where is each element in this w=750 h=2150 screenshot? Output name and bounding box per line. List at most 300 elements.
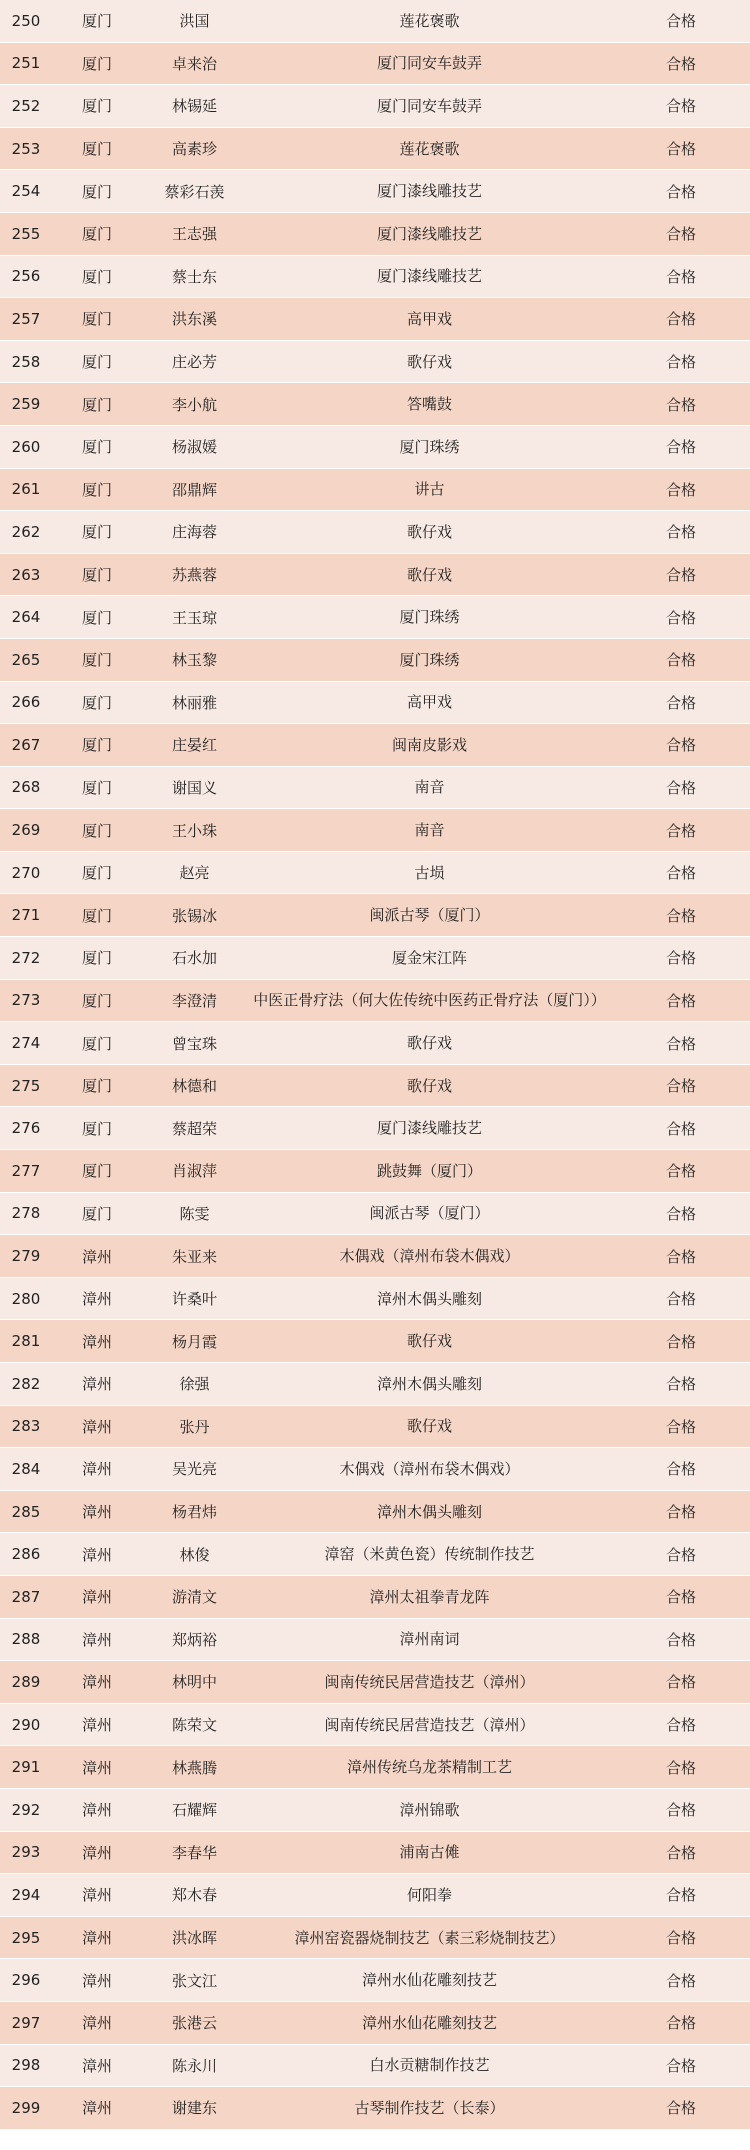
name-cell: 李春华 bbox=[171, 1843, 217, 1862]
row-number: 283 bbox=[11, 1417, 41, 1436]
row-number: 294 bbox=[11, 1885, 41, 1904]
name-cell: 王玉琼 bbox=[171, 608, 217, 627]
table-row bbox=[0, 1363, 750, 1406]
project-cell: 漳州木偶头雕刻 bbox=[376, 1374, 482, 1393]
name-cell: 谢建东 bbox=[171, 2099, 217, 2118]
city-cell: 厦门 bbox=[81, 1119, 112, 1138]
project-cell: 厦门同安车鼓弄 bbox=[376, 96, 482, 115]
table-row bbox=[0, 1917, 750, 1960]
table-row bbox=[0, 0, 750, 43]
project-cell: 高甲戏 bbox=[406, 693, 452, 712]
project-cell: 白水贡糖制作技艺 bbox=[369, 2056, 490, 2075]
result-cell: 合格 bbox=[665, 1077, 696, 1096]
row-number: 299 bbox=[11, 2098, 41, 2117]
result-cell: 合格 bbox=[665, 310, 696, 329]
city-cell: 厦门 bbox=[81, 1204, 112, 1223]
name-cell: 徐强 bbox=[179, 1375, 210, 1394]
result-cell: 合格 bbox=[665, 438, 696, 457]
table-row bbox=[0, 980, 750, 1023]
name-cell: 肖淑萍 bbox=[171, 1162, 217, 1181]
result-cell: 合格 bbox=[665, 1204, 696, 1223]
city-cell: 厦门 bbox=[81, 1162, 112, 1181]
result-cell: 合格 bbox=[665, 1886, 696, 1905]
row-number: 265 bbox=[11, 650, 41, 669]
project-cell: 南音 bbox=[414, 778, 445, 797]
table-row bbox=[0, 1789, 750, 1832]
name-cell: 庄必芳 bbox=[171, 353, 217, 372]
table-row bbox=[0, 85, 750, 128]
row-number: 255 bbox=[11, 224, 41, 243]
name-cell: 洪国 bbox=[179, 12, 210, 31]
row-number: 280 bbox=[11, 1289, 41, 1308]
city-cell: 漳州 bbox=[81, 1503, 112, 1522]
project-cell: 厦门珠绣 bbox=[399, 608, 460, 627]
table-row bbox=[0, 1874, 750, 1917]
city-cell: 厦门 bbox=[81, 310, 112, 329]
city-cell: 漳州 bbox=[81, 1375, 112, 1394]
row-number: 288 bbox=[11, 1630, 41, 1649]
row-number: 273 bbox=[11, 991, 41, 1010]
city-cell: 厦门 bbox=[81, 523, 112, 542]
project-cell: 木偶戏（漳州布袋木偶戏） bbox=[339, 1247, 520, 1266]
city-cell: 厦门 bbox=[81, 778, 112, 797]
project-cell: 漳州水仙花雕刻技艺 bbox=[361, 2013, 497, 2032]
result-cell: 合格 bbox=[665, 736, 696, 755]
table-row bbox=[0, 511, 750, 554]
name-cell: 曾宝珠 bbox=[171, 1034, 217, 1053]
row-number: 262 bbox=[11, 522, 41, 541]
city-cell: 漳州 bbox=[81, 1417, 112, 1436]
project-cell: 漳州太祖拳青龙阵 bbox=[369, 1587, 490, 1606]
name-cell: 吴光亮 bbox=[171, 1460, 217, 1479]
city-cell: 漳州 bbox=[81, 1886, 112, 1905]
city-cell: 厦门 bbox=[81, 821, 112, 840]
table-row bbox=[0, 894, 750, 937]
table-row bbox=[0, 2002, 750, 2045]
city-cell: 漳州 bbox=[81, 1332, 112, 1351]
name-cell: 林俊 bbox=[179, 1545, 210, 1564]
project-cell: 莲花褒歌 bbox=[399, 139, 460, 158]
city-cell: 厦门 bbox=[81, 949, 112, 968]
project-cell: 厦门珠绣 bbox=[399, 650, 460, 669]
city-cell: 厦门 bbox=[81, 1077, 112, 1096]
project-cell: 厦门漆线雕技艺 bbox=[376, 224, 482, 243]
name-cell: 游清文 bbox=[171, 1588, 217, 1607]
result-cell: 合格 bbox=[665, 140, 696, 159]
result-cell: 合格 bbox=[665, 651, 696, 670]
project-cell: 答嘴鼓 bbox=[406, 395, 452, 414]
row-number: 256 bbox=[11, 267, 41, 286]
project-cell: 漳州木偶头雕刻 bbox=[376, 1502, 482, 1521]
project-cell: 厦金宋江阵 bbox=[391, 948, 467, 967]
table-row bbox=[0, 256, 750, 299]
name-cell: 洪东溪 bbox=[171, 310, 217, 329]
project-cell: 厦门漆线雕技艺 bbox=[376, 1119, 482, 1138]
row-number: 290 bbox=[11, 1715, 41, 1734]
result-cell: 合格 bbox=[665, 1503, 696, 1522]
result-cell: 合格 bbox=[665, 353, 696, 372]
city-cell: 漳州 bbox=[81, 1673, 112, 1692]
row-number: 264 bbox=[11, 608, 41, 627]
project-cell: 闽南传统民居营造技艺（漳州） bbox=[324, 1715, 535, 1734]
result-cell: 合格 bbox=[665, 1417, 696, 1436]
row-number: 261 bbox=[11, 480, 41, 499]
result-cell: 合格 bbox=[665, 480, 696, 499]
row-number: 278 bbox=[11, 1204, 41, 1223]
table-row bbox=[0, 1661, 750, 1704]
row-number: 268 bbox=[11, 778, 41, 797]
name-cell: 林德和 bbox=[171, 1077, 217, 1096]
result-cell: 合格 bbox=[665, 1545, 696, 1564]
table-row bbox=[0, 128, 750, 171]
table-row bbox=[0, 767, 750, 810]
result-cell: 合格 bbox=[665, 267, 696, 286]
project-cell: 漳窑（米黄色瓷）传统制作技艺 bbox=[324, 1545, 535, 1564]
row-number: 259 bbox=[11, 395, 41, 414]
project-cell: 闽南皮影戏 bbox=[391, 735, 467, 754]
name-cell: 苏燕蓉 bbox=[171, 566, 217, 585]
result-cell: 合格 bbox=[665, 821, 696, 840]
row-number: 272 bbox=[11, 948, 41, 967]
name-cell: 许桑叶 bbox=[171, 1290, 217, 1309]
result-cell: 合格 bbox=[665, 693, 696, 712]
table-row bbox=[0, 1193, 750, 1236]
table-row bbox=[0, 1065, 750, 1108]
project-cell: 闽派古琴（厦门） bbox=[369, 906, 490, 925]
result-cell: 合格 bbox=[665, 2056, 696, 2075]
result-cell: 合格 bbox=[665, 523, 696, 542]
table-row bbox=[0, 2087, 750, 2130]
row-number: 271 bbox=[11, 906, 41, 925]
result-cell: 合格 bbox=[665, 1758, 696, 1777]
result-cell: 合格 bbox=[665, 1332, 696, 1351]
name-cell: 谢国义 bbox=[171, 778, 217, 797]
city-cell: 厦门 bbox=[81, 608, 112, 627]
result-cell: 合格 bbox=[665, 949, 696, 968]
project-cell: 漳州锦歌 bbox=[399, 1800, 460, 1819]
row-number: 275 bbox=[11, 1076, 41, 1095]
result-cell: 合格 bbox=[665, 1673, 696, 1692]
city-cell: 漳州 bbox=[81, 1843, 112, 1862]
table-row bbox=[0, 1278, 750, 1321]
city-cell: 漳州 bbox=[81, 2014, 112, 2033]
row-number: 269 bbox=[11, 821, 41, 840]
name-cell: 林锡延 bbox=[171, 97, 217, 116]
table-row bbox=[0, 1235, 750, 1278]
name-cell: 赵亮 bbox=[179, 864, 210, 883]
name-cell: 陈荣文 bbox=[171, 1716, 217, 1735]
city-cell: 厦门 bbox=[81, 736, 112, 755]
row-number: 251 bbox=[11, 54, 41, 73]
project-cell: 南音 bbox=[414, 821, 445, 840]
result-cell: 合格 bbox=[665, 1460, 696, 1479]
project-cell: 漳州水仙花雕刻技艺 bbox=[361, 1971, 497, 1990]
city-cell: 漳州 bbox=[81, 1758, 112, 1777]
name-cell: 林丽雅 bbox=[171, 693, 217, 712]
table-row bbox=[0, 596, 750, 639]
row-number: 296 bbox=[11, 1971, 41, 1990]
row-number: 267 bbox=[11, 735, 41, 754]
name-cell: 林玉黎 bbox=[171, 651, 217, 670]
row-number: 282 bbox=[11, 1374, 41, 1393]
name-cell: 李澄清 bbox=[171, 991, 217, 1010]
table-row bbox=[0, 1746, 750, 1789]
name-cell: 陈雯 bbox=[179, 1204, 210, 1223]
name-cell: 李小航 bbox=[171, 395, 217, 414]
city-cell: 漳州 bbox=[81, 1290, 112, 1309]
result-cell: 合格 bbox=[665, 2099, 696, 2118]
name-cell: 郑炳裕 bbox=[171, 1630, 217, 1649]
row-number: 295 bbox=[11, 1928, 41, 1947]
result-cell: 合格 bbox=[665, 1034, 696, 1053]
table-row bbox=[0, 298, 750, 341]
name-cell: 张港云 bbox=[171, 2014, 217, 2033]
project-cell: 厦门珠绣 bbox=[399, 437, 460, 456]
result-cell: 合格 bbox=[665, 1290, 696, 1309]
table-row bbox=[0, 43, 750, 86]
city-cell: 漳州 bbox=[81, 1630, 112, 1649]
result-cell: 合格 bbox=[665, 54, 696, 73]
project-cell: 中医正骨疗法（何大佐传统中医药正骨疗法（厦门）） bbox=[253, 991, 606, 1010]
city-cell: 厦门 bbox=[81, 12, 112, 31]
name-cell: 蔡彩石羡 bbox=[164, 182, 225, 201]
result-cell: 合格 bbox=[665, 182, 696, 201]
table-row bbox=[0, 682, 750, 725]
name-cell: 林明中 bbox=[171, 1673, 217, 1692]
name-cell: 林燕腾 bbox=[171, 1758, 217, 1777]
name-cell: 张文江 bbox=[171, 1971, 217, 1990]
row-number: 281 bbox=[11, 1332, 41, 1351]
city-cell: 漳州 bbox=[81, 1247, 112, 1266]
name-cell: 邵鼎辉 bbox=[171, 480, 217, 499]
city-cell: 厦门 bbox=[81, 395, 112, 414]
name-cell: 王小珠 bbox=[171, 821, 217, 840]
row-number: 279 bbox=[11, 1247, 41, 1266]
result-cell: 合格 bbox=[665, 608, 696, 627]
row-number: 293 bbox=[11, 1843, 41, 1862]
table-row bbox=[0, 554, 750, 597]
result-cell: 合格 bbox=[665, 2014, 696, 2033]
project-cell: 漳州木偶头雕刻 bbox=[376, 1289, 482, 1308]
project-cell: 厦门同安车鼓弄 bbox=[376, 54, 482, 73]
city-cell: 漳州 bbox=[81, 1929, 112, 1948]
name-cell: 高素珍 bbox=[171, 140, 217, 159]
name-cell: 庄晏红 bbox=[171, 736, 217, 755]
name-cell: 石耀辉 bbox=[171, 1801, 217, 1820]
row-number: 285 bbox=[11, 1502, 41, 1521]
city-cell: 漳州 bbox=[81, 1801, 112, 1820]
table-row bbox=[0, 852, 750, 895]
name-cell: 杨淑媛 bbox=[171, 438, 217, 457]
row-number: 254 bbox=[11, 182, 41, 201]
project-cell: 漳州窑瓷器烧制技艺（素三彩烧制技艺） bbox=[294, 1928, 565, 1947]
table-row bbox=[0, 1406, 750, 1449]
city-cell: 厦门 bbox=[81, 693, 112, 712]
result-cell: 合格 bbox=[665, 1588, 696, 1607]
project-cell: 古琴制作技艺（长泰） bbox=[354, 2098, 505, 2117]
name-cell: 陈永川 bbox=[171, 2056, 217, 2075]
name-cell: 蔡超荣 bbox=[171, 1119, 217, 1138]
row-number: 260 bbox=[11, 437, 41, 456]
table-row bbox=[0, 1832, 750, 1875]
table-row bbox=[0, 170, 750, 213]
row-number: 276 bbox=[11, 1119, 41, 1138]
row-number: 277 bbox=[11, 1161, 41, 1180]
project-cell: 厦门漆线雕技艺 bbox=[376, 267, 482, 286]
table-row bbox=[0, 724, 750, 767]
table-row bbox=[0, 1533, 750, 1576]
row-number: 266 bbox=[11, 693, 41, 712]
result-cell: 合格 bbox=[665, 1971, 696, 1990]
result-cell: 合格 bbox=[665, 12, 696, 31]
row-number: 257 bbox=[11, 309, 41, 328]
name-cell: 张丹 bbox=[179, 1417, 210, 1436]
city-cell: 厦门 bbox=[81, 353, 112, 372]
name-cell: 杨君炜 bbox=[171, 1503, 217, 1522]
table-row bbox=[0, 1491, 750, 1534]
name-cell: 王志强 bbox=[171, 225, 217, 244]
table-row bbox=[0, 1022, 750, 1065]
result-cell: 合格 bbox=[665, 1929, 696, 1948]
project-cell: 歌仔戏 bbox=[406, 1417, 452, 1436]
project-cell: 歌仔戏 bbox=[406, 352, 452, 371]
name-cell: 郑木春 bbox=[171, 1886, 217, 1905]
name-cell: 朱亚来 bbox=[171, 1247, 217, 1266]
project-cell: 歌仔戏 bbox=[406, 1034, 452, 1053]
table-row bbox=[0, 426, 750, 469]
name-cell: 张锡冰 bbox=[171, 906, 217, 925]
project-cell: 歌仔戏 bbox=[406, 522, 452, 541]
table-row bbox=[0, 213, 750, 256]
table-row bbox=[0, 1576, 750, 1619]
result-cell: 合格 bbox=[665, 566, 696, 585]
table-row bbox=[0, 809, 750, 852]
row-number: 286 bbox=[11, 1545, 41, 1564]
project-cell: 漳州南词 bbox=[399, 1630, 460, 1649]
result-cell: 合格 bbox=[665, 225, 696, 244]
project-cell: 何阳拳 bbox=[406, 1885, 452, 1904]
row-number: 270 bbox=[11, 863, 41, 882]
city-cell: 厦门 bbox=[81, 97, 112, 116]
city-cell: 厦门 bbox=[81, 991, 112, 1010]
row-number: 287 bbox=[11, 1587, 41, 1606]
table-row bbox=[0, 1959, 750, 2002]
project-cell: 闽派古琴（厦门） bbox=[369, 1204, 490, 1223]
project-cell: 浦南古傩 bbox=[399, 1843, 460, 1862]
city-cell: 厦门 bbox=[81, 140, 112, 159]
row-number: 263 bbox=[11, 565, 41, 584]
project-cell: 漳州传统乌龙茶精制工艺 bbox=[346, 1758, 512, 1777]
result-cell: 合格 bbox=[665, 1247, 696, 1266]
table-row bbox=[0, 383, 750, 426]
name-cell: 卓来治 bbox=[171, 54, 217, 73]
name-cell: 庄海蓉 bbox=[171, 523, 217, 542]
result-cell: 合格 bbox=[665, 991, 696, 1010]
project-cell: 讲古 bbox=[414, 480, 445, 499]
project-cell: 高甲戏 bbox=[406, 309, 452, 328]
name-cell: 石水加 bbox=[171, 949, 217, 968]
project-cell: 跳鼓舞（厦门） bbox=[376, 1161, 482, 1180]
city-cell: 漳州 bbox=[81, 1971, 112, 1990]
row-number: 253 bbox=[11, 139, 41, 158]
city-cell: 厦门 bbox=[81, 54, 112, 73]
table-row bbox=[0, 1619, 750, 1662]
table-row bbox=[0, 2045, 750, 2088]
project-cell: 厦门漆线雕技艺 bbox=[376, 182, 482, 201]
result-cell: 合格 bbox=[665, 1119, 696, 1138]
row-number: 289 bbox=[11, 1672, 41, 1691]
city-cell: 厦门 bbox=[81, 182, 112, 201]
city-cell: 漳州 bbox=[81, 2099, 112, 2118]
table-row bbox=[0, 639, 750, 682]
city-cell: 厦门 bbox=[81, 566, 112, 585]
table-row bbox=[0, 1320, 750, 1363]
result-cell: 合格 bbox=[665, 395, 696, 414]
city-cell: 厦门 bbox=[81, 438, 112, 457]
row-number: 258 bbox=[11, 352, 41, 371]
project-cell: 歌仔戏 bbox=[406, 565, 452, 584]
city-cell: 漳州 bbox=[81, 1460, 112, 1479]
table-row bbox=[0, 1704, 750, 1747]
project-cell: 歌仔戏 bbox=[406, 1332, 452, 1351]
result-cell: 合格 bbox=[665, 97, 696, 116]
project-cell: 木偶戏（漳州布袋木偶戏） bbox=[339, 1459, 520, 1478]
result-cell: 合格 bbox=[665, 1162, 696, 1181]
table-row bbox=[0, 341, 750, 384]
city-cell: 漳州 bbox=[81, 1588, 112, 1607]
result-cell: 合格 bbox=[665, 1801, 696, 1820]
row-number: 298 bbox=[11, 2056, 41, 2075]
row-number: 274 bbox=[11, 1034, 41, 1053]
row-number: 291 bbox=[11, 1758, 41, 1777]
project-cell: 古埙 bbox=[414, 863, 445, 882]
city-cell: 厦门 bbox=[81, 864, 112, 883]
table-row bbox=[0, 469, 750, 512]
name-cell: 蔡士东 bbox=[171, 267, 217, 286]
project-cell: 歌仔戏 bbox=[406, 1076, 452, 1095]
result-cell: 合格 bbox=[665, 778, 696, 797]
city-cell: 厦门 bbox=[81, 267, 112, 286]
row-number: 297 bbox=[11, 2013, 41, 2032]
table-row bbox=[0, 937, 750, 980]
result-cell: 合格 bbox=[665, 1716, 696, 1735]
city-cell: 厦门 bbox=[81, 906, 112, 925]
row-number: 250 bbox=[11, 11, 41, 30]
result-cell: 合格 bbox=[665, 1630, 696, 1649]
city-cell: 漳州 bbox=[81, 1716, 112, 1735]
result-cell: 合格 bbox=[665, 864, 696, 883]
row-number: 292 bbox=[11, 1800, 41, 1819]
city-cell: 漳州 bbox=[81, 2056, 112, 2075]
city-cell: 厦门 bbox=[81, 225, 112, 244]
name-cell: 洪冰晖 bbox=[171, 1929, 217, 1948]
result-cell: 合格 bbox=[665, 1375, 696, 1394]
table-row bbox=[0, 1107, 750, 1150]
city-cell: 厦门 bbox=[81, 1034, 112, 1053]
project-cell: 闽南传统民居营造技艺（漳州） bbox=[324, 1672, 535, 1691]
result-cell: 合格 bbox=[665, 906, 696, 925]
city-cell: 厦门 bbox=[81, 651, 112, 670]
project-cell: 莲花褒歌 bbox=[399, 11, 460, 30]
result-cell: 合格 bbox=[665, 1843, 696, 1862]
row-number: 252 bbox=[11, 96, 41, 115]
city-cell: 厦门 bbox=[81, 480, 112, 499]
city-cell: 漳州 bbox=[81, 1545, 112, 1564]
table-row bbox=[0, 1150, 750, 1193]
table-row bbox=[0, 1448, 750, 1491]
row-number: 284 bbox=[11, 1459, 41, 1478]
name-cell: 杨月霞 bbox=[171, 1332, 217, 1351]
